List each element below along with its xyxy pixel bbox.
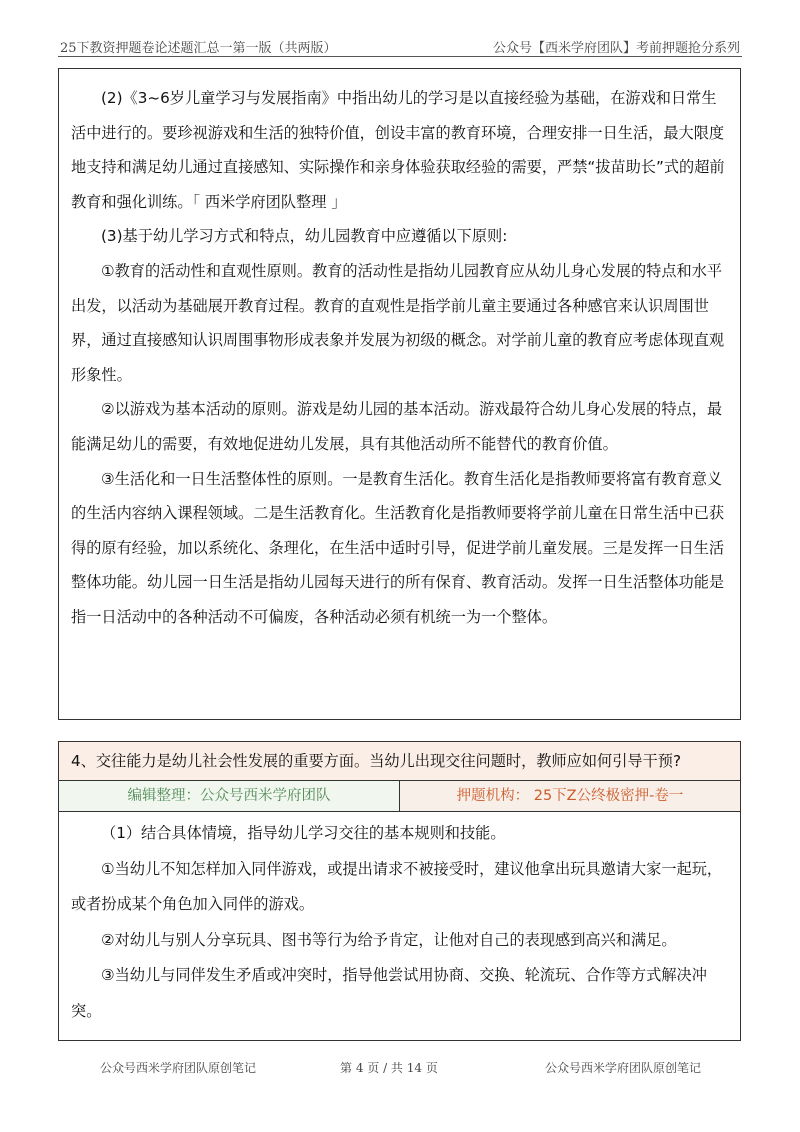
paragraph: ③生活化和一日生活整体性的原则。一是教育生活化。教育生活化是指教师要将富有教育意义的生活内容纳入课程领域。二是生活教育化。生活教育化是指教师要将学前儿童在日常生活中已获得的原有经验，加以系统化、条理化，在生活中适时引导，促进学前儿童发展。三是发挥一日生活整体功能。幼儿园一日生活是指幼儿园每天进行的所有保育、教育活动。发挥一日生活整体功能是指一日活动中的各种活动不可偏废，各种活动必须有机统一为一个整体。 (71, 469, 725, 626)
editor-credit: 编辑整理：公众号西米学府团队 (59, 781, 400, 811)
org-credit: 押题机构： 25下Z公终极密押-卷一 (400, 781, 740, 811)
page-number: 第 4 页 / 共 14 页 (340, 1061, 438, 1075)
answer-box-continued (58, 68, 741, 720)
info-row (59, 781, 740, 812)
question-4-box (58, 741, 741, 1041)
footer-left-text: 公众号西米学府团队原创笔记 (100, 1061, 257, 1075)
header-right-text: 公众号【西米学府团队】考前押题抢分系列 (492, 41, 740, 56)
paragraph: ③当幼儿与同伴发生矛盾或冲突时，指导他尝试用协商、交换、轮流玩、合作等方式解决冲突。 (71, 966, 707, 1020)
page-footer (0, 1059, 800, 1079)
paragraph: ②以游戏为基本活动的原则。游戏是幼儿园的基本活动。游戏最符合幼儿身心发展的特点，最能满足幼儿的需要，有效地促进幼儿发展，具有其他活动所不能替代的教育价值。 (71, 400, 723, 453)
paragraph: ②对幼儿与别人分享玩具、图书等行为给予肯定，让他对自己的表现感到高兴和满足。 (101, 930, 677, 949)
paragraph: (2)《3~6岁儿童学习与发展指南》中指出幼儿的学习是以直接经验为基础，在游戏和日常生活中进行的。要珍视游戏和生活的独特价值，创设丰富的教育环境，合理安排一日生活，最大限度地支持和满足幼儿通过直接感知、实际操作和亲身体验获取经验的需要，严禁“拔苗助长”式的超前教育和强化训练。「 西米学府团队整理 」 (71, 89, 725, 211)
header-left-text: 25下教资押题卷论述题汇总一第一版（共两版） (60, 41, 337, 56)
paragraph: (3)基于幼儿学习方式和特点，幼儿园教育中应遵循以下原则: (101, 227, 508, 246)
question-title: 4、交往能力是幼儿社会性发展的重要方面。当幼儿出现交往问题时，教师应如何引导干预? (59, 742, 740, 781)
paragraph: ①教育的活动性和直观性原则。教育的活动性是指幼儿园教育应从幼儿身心发展的特点和水平出发，以活动为基础展开教育过程。教育的直观性是指学前儿童主要通过各种感官来认识周围世界，通过直接感知认识周围事物形成表象并发展为初级的概念。对学前儿童的教育应考虑体现直观形象性。 (71, 261, 725, 384)
page-header (58, 34, 742, 57)
footer-right-text: 公众号西米学府团队原创笔记 (545, 1061, 702, 1075)
answer-body (59, 812, 740, 1029)
paragraph: （1）结合具体情境，指导幼儿学习交往的基本规则和技能。 (101, 824, 506, 842)
paragraph: ①当幼儿不知怎样加入同伴游戏，或提出请求不被接受时，建议他拿出玩具邀请大家一起玩，或者扮成某个角色加入同伴的游戏。 (71, 859, 723, 913)
